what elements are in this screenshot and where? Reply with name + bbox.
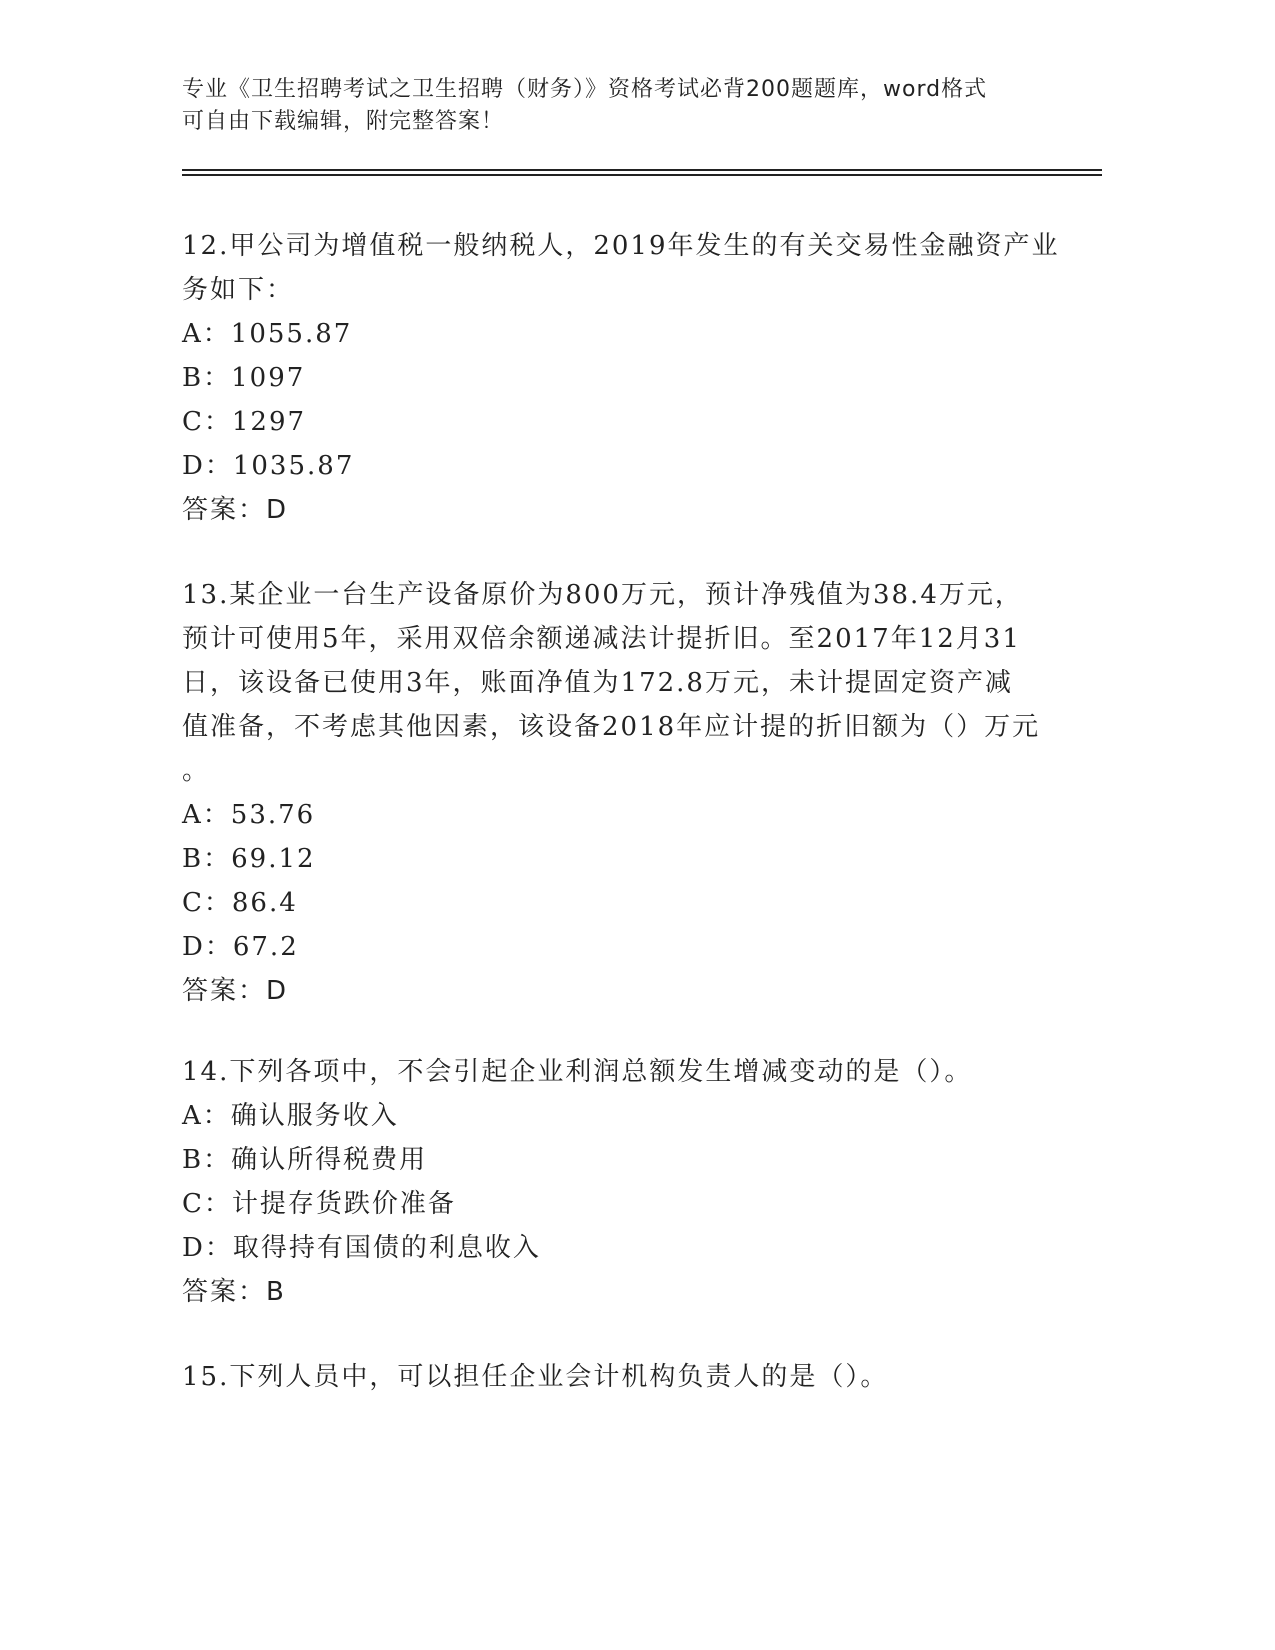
option-c: C：1297	[182, 407, 307, 437]
option-d: D：67.2	[182, 932, 299, 962]
answer-line: 答案：D	[182, 976, 289, 1006]
option-a: A：53.76	[182, 800, 316, 830]
question-stem-line: 12.甲公司为增值税一般纳税人，2019年发生的有关交易性金融资产业	[182, 231, 1060, 261]
option-b: B：69.12	[182, 844, 316, 874]
option-c: C：86.4	[182, 888, 298, 918]
question-12	[182, 224, 1082, 532]
question-stem-line: 13.某企业一台生产设备原价为800万元，预计净残值为38.4万元，	[182, 580, 1023, 610]
question-stem-line: 日，该设备已使用3年，账面净值为172.8万元，未计提固定资产减	[182, 668, 1013, 698]
question-15	[182, 1355, 1082, 1399]
question-14	[182, 1050, 1082, 1314]
header-line-2: 可自由下载编辑，附完整答案！	[182, 109, 505, 134]
option-b: B：确认所得税费用	[182, 1145, 428, 1175]
question-stem-line: 务如下：	[182, 275, 295, 305]
header-line-1: 专业《卫生招聘考试之卫生招聘（财务）》资格考试必背200题题库，word格式	[182, 77, 988, 102]
option-a: A：1055.87	[182, 319, 353, 349]
option-a: A：确认服务收入	[182, 1101, 399, 1131]
option-d: D：取得持有国债的利息收入	[182, 1233, 541, 1263]
header-divider-top	[182, 169, 1102, 171]
question-stem-line: 。	[182, 756, 211, 786]
option-c: C：计提存货跌价准备	[182, 1189, 456, 1219]
document-header	[182, 74, 1082, 138]
question-stem-line: 值准备，不考虑其他因素，该设备2018年应计提的折旧额为（）万元	[182, 712, 1041, 742]
option-d: D：1035.87	[182, 451, 355, 481]
answer-line: 答案：B	[182, 1277, 286, 1307]
question-13	[182, 573, 1082, 1013]
option-b: B：1097	[182, 363, 306, 393]
question-stem-line: 预计可使用5年，采用双倍余额递减法计提折旧。至2017年12月31	[182, 624, 1021, 654]
question-stem-line: 14.下列各项中，不会引起企业利润总额发生增减变动的是（）。	[182, 1057, 973, 1087]
header-divider-bottom	[182, 174, 1102, 176]
answer-line: 答案：D	[182, 495, 289, 525]
question-stem-line: 15.下列人员中，可以担任企业会计机构负责人的是（）。	[182, 1362, 889, 1392]
